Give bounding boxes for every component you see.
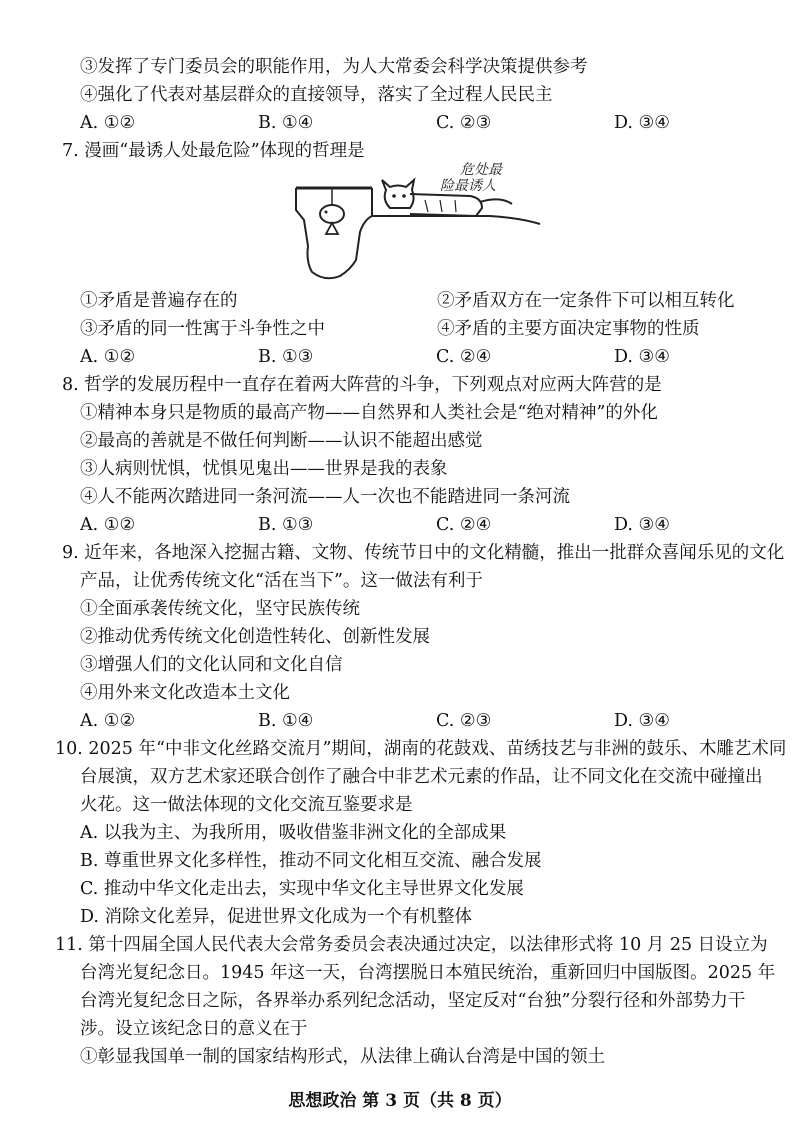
q11-stem-line-4: 涉。设立该纪念日的意义在于 [80,1019,308,1039]
q9-item-3: ③增强人们的文化认同和文化自信 [80,655,343,675]
q6-item-3: ③发挥了专门委员会的职能作用，为人大常委会科学决策提供参考 [80,57,588,77]
q10-stem-line-1: 10. 2025 年“中非文化丝路交流月”期间，湖南的花鼓戏、苗绣技艺与非洲的鼓乐、木雕艺术同 [55,739,787,759]
cartoon-caption-line1: 危处最 [460,162,502,178]
q8-option-c: C. ②④ [436,515,492,535]
q11-item-1: ①彰显我国单一制的国家结构形式，从法律上确认台湾是中国的领土 [80,1047,605,1067]
q9-stem-line-2: 产品，让优秀传统文化“活在当下”。这一做法有利于 [80,571,483,591]
q9-item-4: ④用外来文化改造本土文化 [80,683,290,703]
q6-option-d: D. ③④ [614,113,670,133]
q7-option-d: D. ③④ [614,347,670,367]
q7-item-1: ①矛盾是普遍存在的 [80,291,238,311]
q10-stem-line-2: 台展演，双方艺术家还联合创作了融合中非艺术元素的作品，让不同文化在交流中碰撞出 [80,767,763,787]
q9-option-b: B. ①④ [258,711,314,731]
q6-option-a: A. ①② [80,113,136,133]
q11-stem-line-2: 台湾光复纪念日。1945 年这一天，台湾摆脱日本殖民统治，重新回归中国版图。2025 年 [80,963,776,983]
cartoon-caption-line2: 险最诱人 [440,178,496,194]
q8-option-d: D. ③④ [614,515,670,535]
q7-item-2: ②矛盾双方在一定条件下可以相互转化 [437,291,735,311]
q8-stem: 8. 哲学的发展历程中一直存在着两大阵营的斗争，下列观点对应两大阵营的是 [62,375,662,395]
q10-choice-b: B. 尊重世界文化多样性，推动不同文化相互交流、融合发展 [80,851,542,871]
page-footer: 思想政治 第 3 页（共 8 页） [288,1091,512,1111]
q6-option-b: B. ①④ [258,113,314,133]
q8-option-b: B. ①③ [258,515,314,535]
q8-item-1: ①精神本身只是物质的最高产物——自然界和人类社会是“绝对精神”的外化 [80,403,658,423]
q7-item-4: ④矛盾的主要方面决定事物的性质 [437,319,700,339]
q6-option-c: C. ②③ [436,113,492,133]
q11-stem-line-1: 11. 第十四届全国人民代表大会常务委员会表决通过决定，以法律形式将 10 月 25 日设立为 [55,935,768,955]
q9-option-a: A. ①② [80,711,136,731]
q8-option-a: A. ①② [80,515,136,535]
q7-option-c: C. ②④ [436,347,492,367]
q7-stem: 7. 漫画“最诱人处最危险”体现的哲理是 [62,141,365,161]
q11-stem-line-3: 台湾光复纪念日之际，各界举办系列纪念活动，坚定反对“台独”分裂行径和外部势力干 [80,991,746,1011]
q10-stem-line-3: 火花。这一做法体现的文化交流互鉴要求是 [80,795,413,815]
q10-choice-d: D. 消除文化差异，促进世界文化成为一个有机整体 [80,907,473,927]
q7-item-3: ③矛盾的同一性寓于斗争性之中 [80,319,325,339]
q6-item-4: ④强化了代表对基层群众的直接领导，落实了全过程人民民主 [80,85,553,105]
q9-item-2: ②推动优秀传统文化创造性转化、创新性发展 [80,627,430,647]
q9-option-c: C. ②③ [436,711,492,731]
q8-item-4: ④人不能两次踏进同一条河流——人一次也不能踏进同一条河流 [80,487,570,507]
q7-option-b: B. ①③ [258,347,314,367]
q7-option-a: A. ①② [80,347,136,367]
q8-item-2: ②最高的善就是不做任何判断——认识不能超出感觉 [80,431,483,451]
q9-option-d: D. ③④ [614,711,670,731]
q9-item-1: ①全面承袭传统文化，坚守民族传统 [80,599,360,619]
cartoon-image [290,160,550,285]
q10-choice-a: A. 以我为主、为我所用，吸收借鉴非洲文化的全部成果 [80,823,507,843]
q8-item-3: ③人病则忧惧，忧惧见鬼出——世界是我的表象 [80,459,448,479]
q9-stem-line-1: 9. 近年来，各地深入挖掘古籍、文物、传统节日中的文化精髓，推出一批群众喜闻乐见的文化 [62,543,785,563]
q10-choice-c: C. 推动中华文化走出去，实现中华文化主导世界文化发展 [80,879,524,899]
